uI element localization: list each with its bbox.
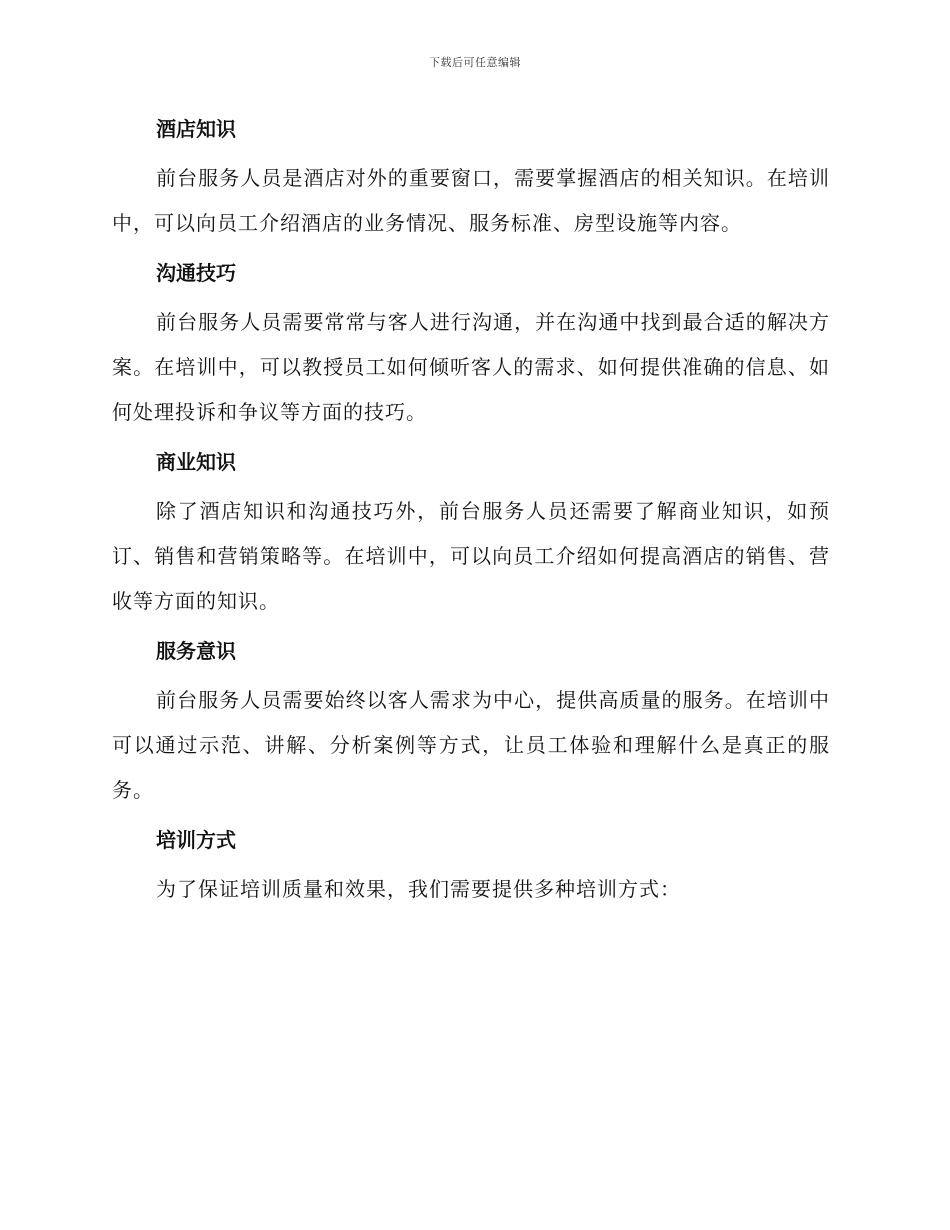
section-heading-hotel-knowledge: 酒店知识 xyxy=(156,117,236,141)
section-paragraph-training-methods: 为了保证培训质量和效果，我们需要提供多种培训方式： xyxy=(156,877,681,901)
section-heading-service-awareness: 服务意识 xyxy=(156,639,236,663)
section-paragraph-service-awareness: 前台服务人员需要始终以客人需求为中心，提供高质量的服务。在培训中可以通过示范、讲解、分析案例等方式，让员工体验和理解什么是真正的服务。 xyxy=(112,688,830,802)
header-note: 下载后可任意编辑 xyxy=(429,56,521,69)
section-paragraph-hotel-knowledge: 前台服务人员是酒店对外的重要窗口，需要掌握酒店的相关知识。在培训中，可以向员工介绍酒店的业务情况、服务标准、房型设施等内容。 xyxy=(112,166,830,235)
section-paragraph-communication-skills: 前台服务人员需要常常与客人进行沟通，并在沟通中找到最合适的解决方案。在培训中，可以教授员工如何倾听客人的需求、如何提供准确的信息、如何处理投诉和争议等方面的技巧。 xyxy=(112,310,830,424)
section-heading-communication-skills: 沟通技巧 xyxy=(156,261,236,285)
section-paragraph-business-knowledge: 除了酒店知识和沟通技巧外，前台服务人员还需要了解商业知识，如预订、销售和营销策略等。在培训中，可以向员工介绍如何提高酒店的销售、营收等方面的知识。 xyxy=(112,499,830,613)
document-body xyxy=(112,114,830,924)
section-heading-business-knowledge: 商业知识 xyxy=(156,450,236,474)
section-heading-training-methods: 培训方式 xyxy=(156,828,236,852)
